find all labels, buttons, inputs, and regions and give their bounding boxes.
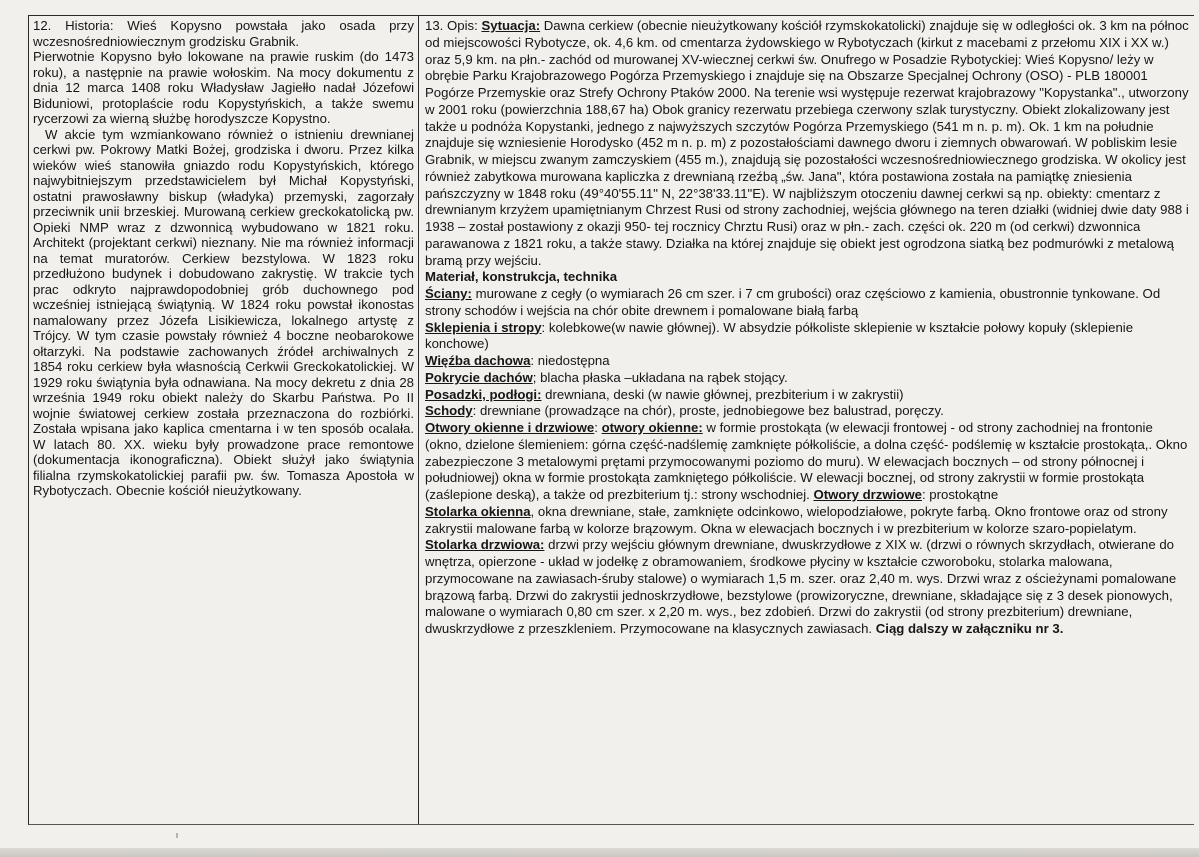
- sytuacja-paragraph: [425, 18, 1193, 269]
- stolarka-drzwiowa-paragraph: [425, 537, 1193, 638]
- posadzki-label: Posadzki, podłogi:: [425, 386, 542, 402]
- history-intro: 12. Historia: Wieś Kopysno powstała jako osada przy wczesnośredniowiecznym grodzisku Grabnik.: [33, 18, 414, 49]
- sytuacja-label: Sytuacja:: [481, 18, 541, 33]
- schody-text: : drewniane (prowadzące na chór), proste, jednobiegowe bez balustrad, poręczy.: [472, 403, 944, 419]
- form-table: [28, 15, 1194, 825]
- otwory-drzwiowe-label: Otwory drzwiowe: [813, 487, 922, 502]
- sklepienia-paragraph: [425, 320, 1193, 354]
- sklepienia-text: : kolebkowe(w nawie głównej). W absydzie półkoliste sklepienie w kształcie połowy kopuły (sklepienie konchowe): [425, 319, 1134, 352]
- sciany-text: murowane z cegły (o wymiarach 26 cm szer. i 7 cm grubości) oraz częściowo z kamienia, obustronnie tynkowane. Od strony schodów i wejścia na chór obite drewnem i pomalowane białą farbą: [425, 286, 1161, 318]
- sciany-label: Ściany:: [425, 286, 472, 301]
- wiezba-label: Więźba dachowa: [425, 353, 531, 368]
- wiezba-text: : niedostępna: [530, 353, 610, 368]
- otwory-label: Otwory okienne i drzwiowe: [425, 420, 595, 435]
- description-column: [419, 16, 1195, 824]
- otwory-drzwiowe-text: : prostokątne: [921, 487, 999, 502]
- otwory-paragraph: [425, 420, 1193, 504]
- posadzki-paragraph: [425, 387, 1193, 404]
- scan-speck: [176, 833, 178, 838]
- pokrycie-paragraph: [425, 370, 1193, 387]
- sytuacja-text: Dawna cerkiew (obecnie nieużytkowany kościół rzymskokatolicki) znajduje się w odległości ok. 3 km na północ od miejscowości Rybotycze, ok. 4,6 km. od cmentarza żydowskiego w Rybotyczach (kirkut z macebami z przełomu XIX i XX w.) oraz 5,9 km. na płn.- zachód od murowanej XV-wiecznej cerkwi św. Onufrego w Posadzie Rybotyckiej: Wieś Kopysno/ leży w obrębie Parku Krajobrazowego Pogórza Przemyskiego i znajduje się na Obszarze Specjalnej Ochrony (OSO) - PLB 180001 Pogórze Przemyskie oraz Strefy Ochrony Ptaków 2000. Na terenie wsi występuje rezerwat krajobrazowy "Kopystanka"., utworzony w 2001 roku (powierzchnia 188,67 ha) Obok granicy rezerwatu przebiega czerwony szlak turystyczny. Obiekt zlokalizowany jest także u podnóża Kopystanki, jednego z najwyższych szczytów Pogórza Przemyskiego (541 m n. p. m). Ok. 1 km na południe znajduje się wzniesienie Horodysko (452 m n. p. m) z pozostałościami dawnego dworu i ziemnych obwarowań. W pobliskim lesie Grabnik, w miejscu zwanym zamczyskiem (455 m.), znajdują się pozostałości wczesnośredniowiecznego grodziska. W okolicy jest również zabytkowa murowana kapliczka z drewnianą rzeźbą „św. Jana", która postawiona została na pamiątkę zniesienia pańszczyzny w 1848 roku (49°40'55.11" N, 22°38'33.11"E). W najbliższym otoczeniu dawnej cerkwi są np. obiekty: cmentarz z drewnianym krzyżem upamiętnianym Chrzest Rusi od strony zachodniej, wejścia głównego na teren działki (widniej dwie daty 988 i 1938 – został postawiony z okazji 950- tej rocznicy Chrztu Rusi) oraz w płn.- zach. części ok. 220 m (od cerkwi) dzwonnica parawanowa z 1821 roku, a także stawy. Działka na której znajduje się obiekt jest ogrodzona siatką bez podmurówki z metalową bramą przy wejściu.: [425, 18, 1189, 268]
- material-heading: Materiał, konstrukcja, technika: [425, 269, 618, 285]
- otwory-text: w formie prostokąta (w elewacji frontowej - od strony zachodniej na frontonie (okno, dzielone ślemieniem: górna część-nadślemię zamknięte półkoliście, a dolna część- podślemię w kształcie prostokąta,. Okno zabezpieczone 3 metalowymi prętami przymocowanymi poziomo do muru). W elewacjach bocznych – od strony północnej i południowej) okna w formie prostokąta zamkniętego półkoliście. W elewacji bocznej, od strony zakrystii w formie prostokąta (zaślepione deską), a także od prezbiterium tj.: strony wschodniej.: [425, 420, 1188, 502]
- pokrycie-label: Pokrycie dachów: [425, 369, 533, 385]
- stolarka-okienna-label: Stolarka okienna: [425, 503, 531, 519]
- pokrycie-text: ; blacha płaska –układana na rąbek stojący.: [532, 369, 788, 385]
- scan-bottom-edge: [0, 848, 1199, 857]
- posadzki-text: drewniana, deski (w nawie głównej, prezbiterium i w zakrystii): [541, 386, 904, 402]
- history-paragraph-1: Pierwotnie Kopysno było lokowane na prawie ruskim (do 1473 roku), a następnie na prawie wołoskim. Na mocy dokumentu z dnia 12 marca 1408 roku Władysław Jagiełło nadał Józefowi Biduniowi, protoplaście rodu Kopystyńskich, a także swemu rycerzowi za wierną służbę horodyszcze Kopystno.: [33, 49, 414, 126]
- ciag-dalszy-note: Ciąg dalszy w załączniku nr 3.: [875, 621, 1064, 636]
- schody-label: Schody: [425, 403, 473, 419]
- sciany-paragraph: [425, 286, 1193, 320]
- otwory-okienne-label: otwory okienne:: [601, 420, 703, 435]
- stolarka-okienna-text: , okna drewniane, stałe, zamknięte odcinkowo, wielopodziałowe, pokryte farbą. Okno frontowe oraz od strony zakrystii malowane farbą w kolorze brązowym. Okna w elewacjach bocznych i w prezbiterium w kolorze szaro-popielatym.: [425, 503, 1168, 536]
- schody-paragraph: [425, 403, 1193, 420]
- sklepienia-label: Sklepienia i stropy: [425, 319, 542, 335]
- stolarka-drzwiowa-label: Stolarka drzwiowa:: [425, 537, 545, 553]
- history-paragraph-2: W akcie tym wzmiankowano również o istnieniu drewnianej cerkwi pw. Pokrowy Matki Bożej, grodziska i dworu. Przez kilka wieków wieś stanowiła gniazdo rodu Kopystyńskich, którego najwybitniejszym przedstawicielem był Michał Kopystyński, ostatni prawosławny biskup (władyka) przemyski, zagorzały przeciwnik unii brzeskiej. Murowaną cerkiew greckokatolicką pw. Opieki NMP wraz z dzwonnicą wybudowano w 1821 roku. Architekt (projektant cerkwi) nieznany. Nie ma również informacji na temat muratorów. Cerkiew bezstylowa. W 1823 roku przedłużono budynek i dobudowano zakrystię. W trakcie tych prac odkryto najprawdopodobniej grób duchownego pod wcześniej istniejącą świątynią. W 1824 roku powstał ikonostas namalowany przez Józefa Lisikiewicza, lokalnego artystę z Trójcy. W tym czasie powstały również 4 boczne neobarokowe ołtarzyki. Na podstawie zachowanych źródeł archiwalnych z 1854 roku cerkiew była własnością Cerkwii Greckokatolickiej. W 1929 roku świątynia była odnawiana. Na mocy dekretu z dnia 28 września 1949 roku obiekt należy do Skarbu Państwa. Po II wojnie światowej cerkiew została przeznaczona do rozbiórki. Została wpisana jako kaplica cmentarna i w ten sposób ocalała. W latach 80. XX. wieku były prowadzone prace remontowe (dokumentacja ikonograficzna). Obiekt służył jako świątynia filialna rzymskokatolickiej parafii pw. św. Tomasza Apostoła w Rybotyczach. Obecnie kościół nieużytkowany.: [33, 126, 414, 498]
- stolarka-okienna-paragraph: [425, 504, 1193, 538]
- history-column: [29, 16, 419, 824]
- otwory-separator: :: [594, 420, 602, 435]
- opis-prefix: 13. Opis:: [425, 18, 482, 33]
- stolarka-drzwiowa-text: drzwi przy wejściu głównym drewniane, dwuskrzydłowe z XIX w. (drzwi o równych skrzydłach, otwierane do wnętrza, opierzone - układ w jodełkę z obramowaniem, środkowe płyciny w kształcie czworoboku, stolarka malowana, przymocowane na zawiasach-śruby stalowe) o wymiarach 1,5 m. szer. oraz 2,40 m. wys. Drzwi wraz z ościeżynami pomalowane brązową farbą. Drzwi do zakrystii jednoskrzydłowe, bezstylowe (prowizoryczne, drewniane, składające się z 3 desek pionowych, malowane o wymiarach 0,80 cm szer. x 2,20 m. wys., bez zdobień. Drzwi do zakrystii (od strony prezbiterium) drewniane, dwuskrzydłowe z przeszkleniem. Przymocowane na klasycznych zawiasach.: [425, 537, 1177, 636]
- wiezba-paragraph: [425, 353, 1193, 370]
